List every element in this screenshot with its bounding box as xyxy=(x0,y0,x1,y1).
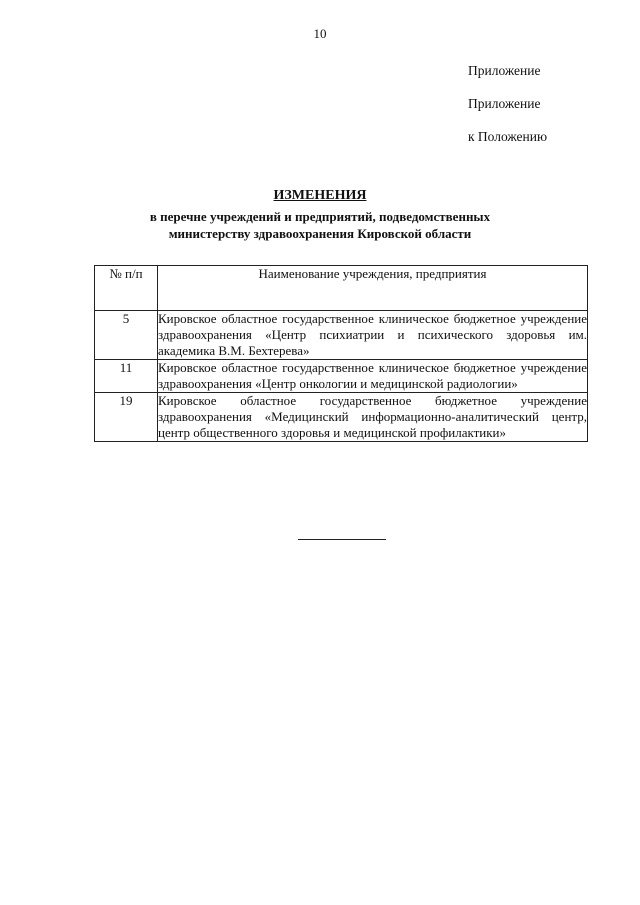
header-name-label: Наименование учреждения, предприятия xyxy=(258,266,487,281)
document-heading xyxy=(0,188,640,242)
appendix-line-1: Приложение xyxy=(468,63,541,78)
row-number: 11 xyxy=(95,360,158,393)
table-row xyxy=(95,393,588,442)
row-number: 19 xyxy=(95,393,158,442)
heading-title: ИЗМЕНЕНИЯ xyxy=(273,188,367,203)
table-row xyxy=(95,360,588,393)
header-name xyxy=(158,266,588,311)
row-number: 5 xyxy=(95,311,158,360)
header-number-label: № п/п xyxy=(109,266,143,281)
heading-subtitle-line-1: в перечне учреждений и предприятий, подведомственных xyxy=(149,209,491,224)
appendix-line-2: Приложение xyxy=(468,96,541,111)
row-name: Кировское областное государственное бюджетное учреждение здравоохранения «Медицинский информационно-аналитический центр, центр общественного здоровья и медицинской профилактики» xyxy=(158,393,587,440)
row-name: Кировское областное государственное клиническое бюджетное учреждение здравоохранения «Центр онкологии и медицинской радиологии» xyxy=(158,360,587,391)
end-divider xyxy=(298,539,386,540)
page-number: 10 xyxy=(313,26,327,41)
heading-subtitle-line-2: министерству здравоохранения Кировской области xyxy=(168,226,472,241)
appendix-block xyxy=(468,64,547,163)
table-row xyxy=(95,311,588,360)
table-header-row xyxy=(95,266,588,311)
row-name: Кировское областное государственное клиническое бюджетное учреждение здравоохранения «Центр психиатрии и психического здоровья им. академика В.М. Бехтерева» xyxy=(158,311,587,358)
institutions-table xyxy=(94,265,588,442)
header-number xyxy=(95,266,158,311)
appendix-line-3: к Положению xyxy=(468,129,548,144)
